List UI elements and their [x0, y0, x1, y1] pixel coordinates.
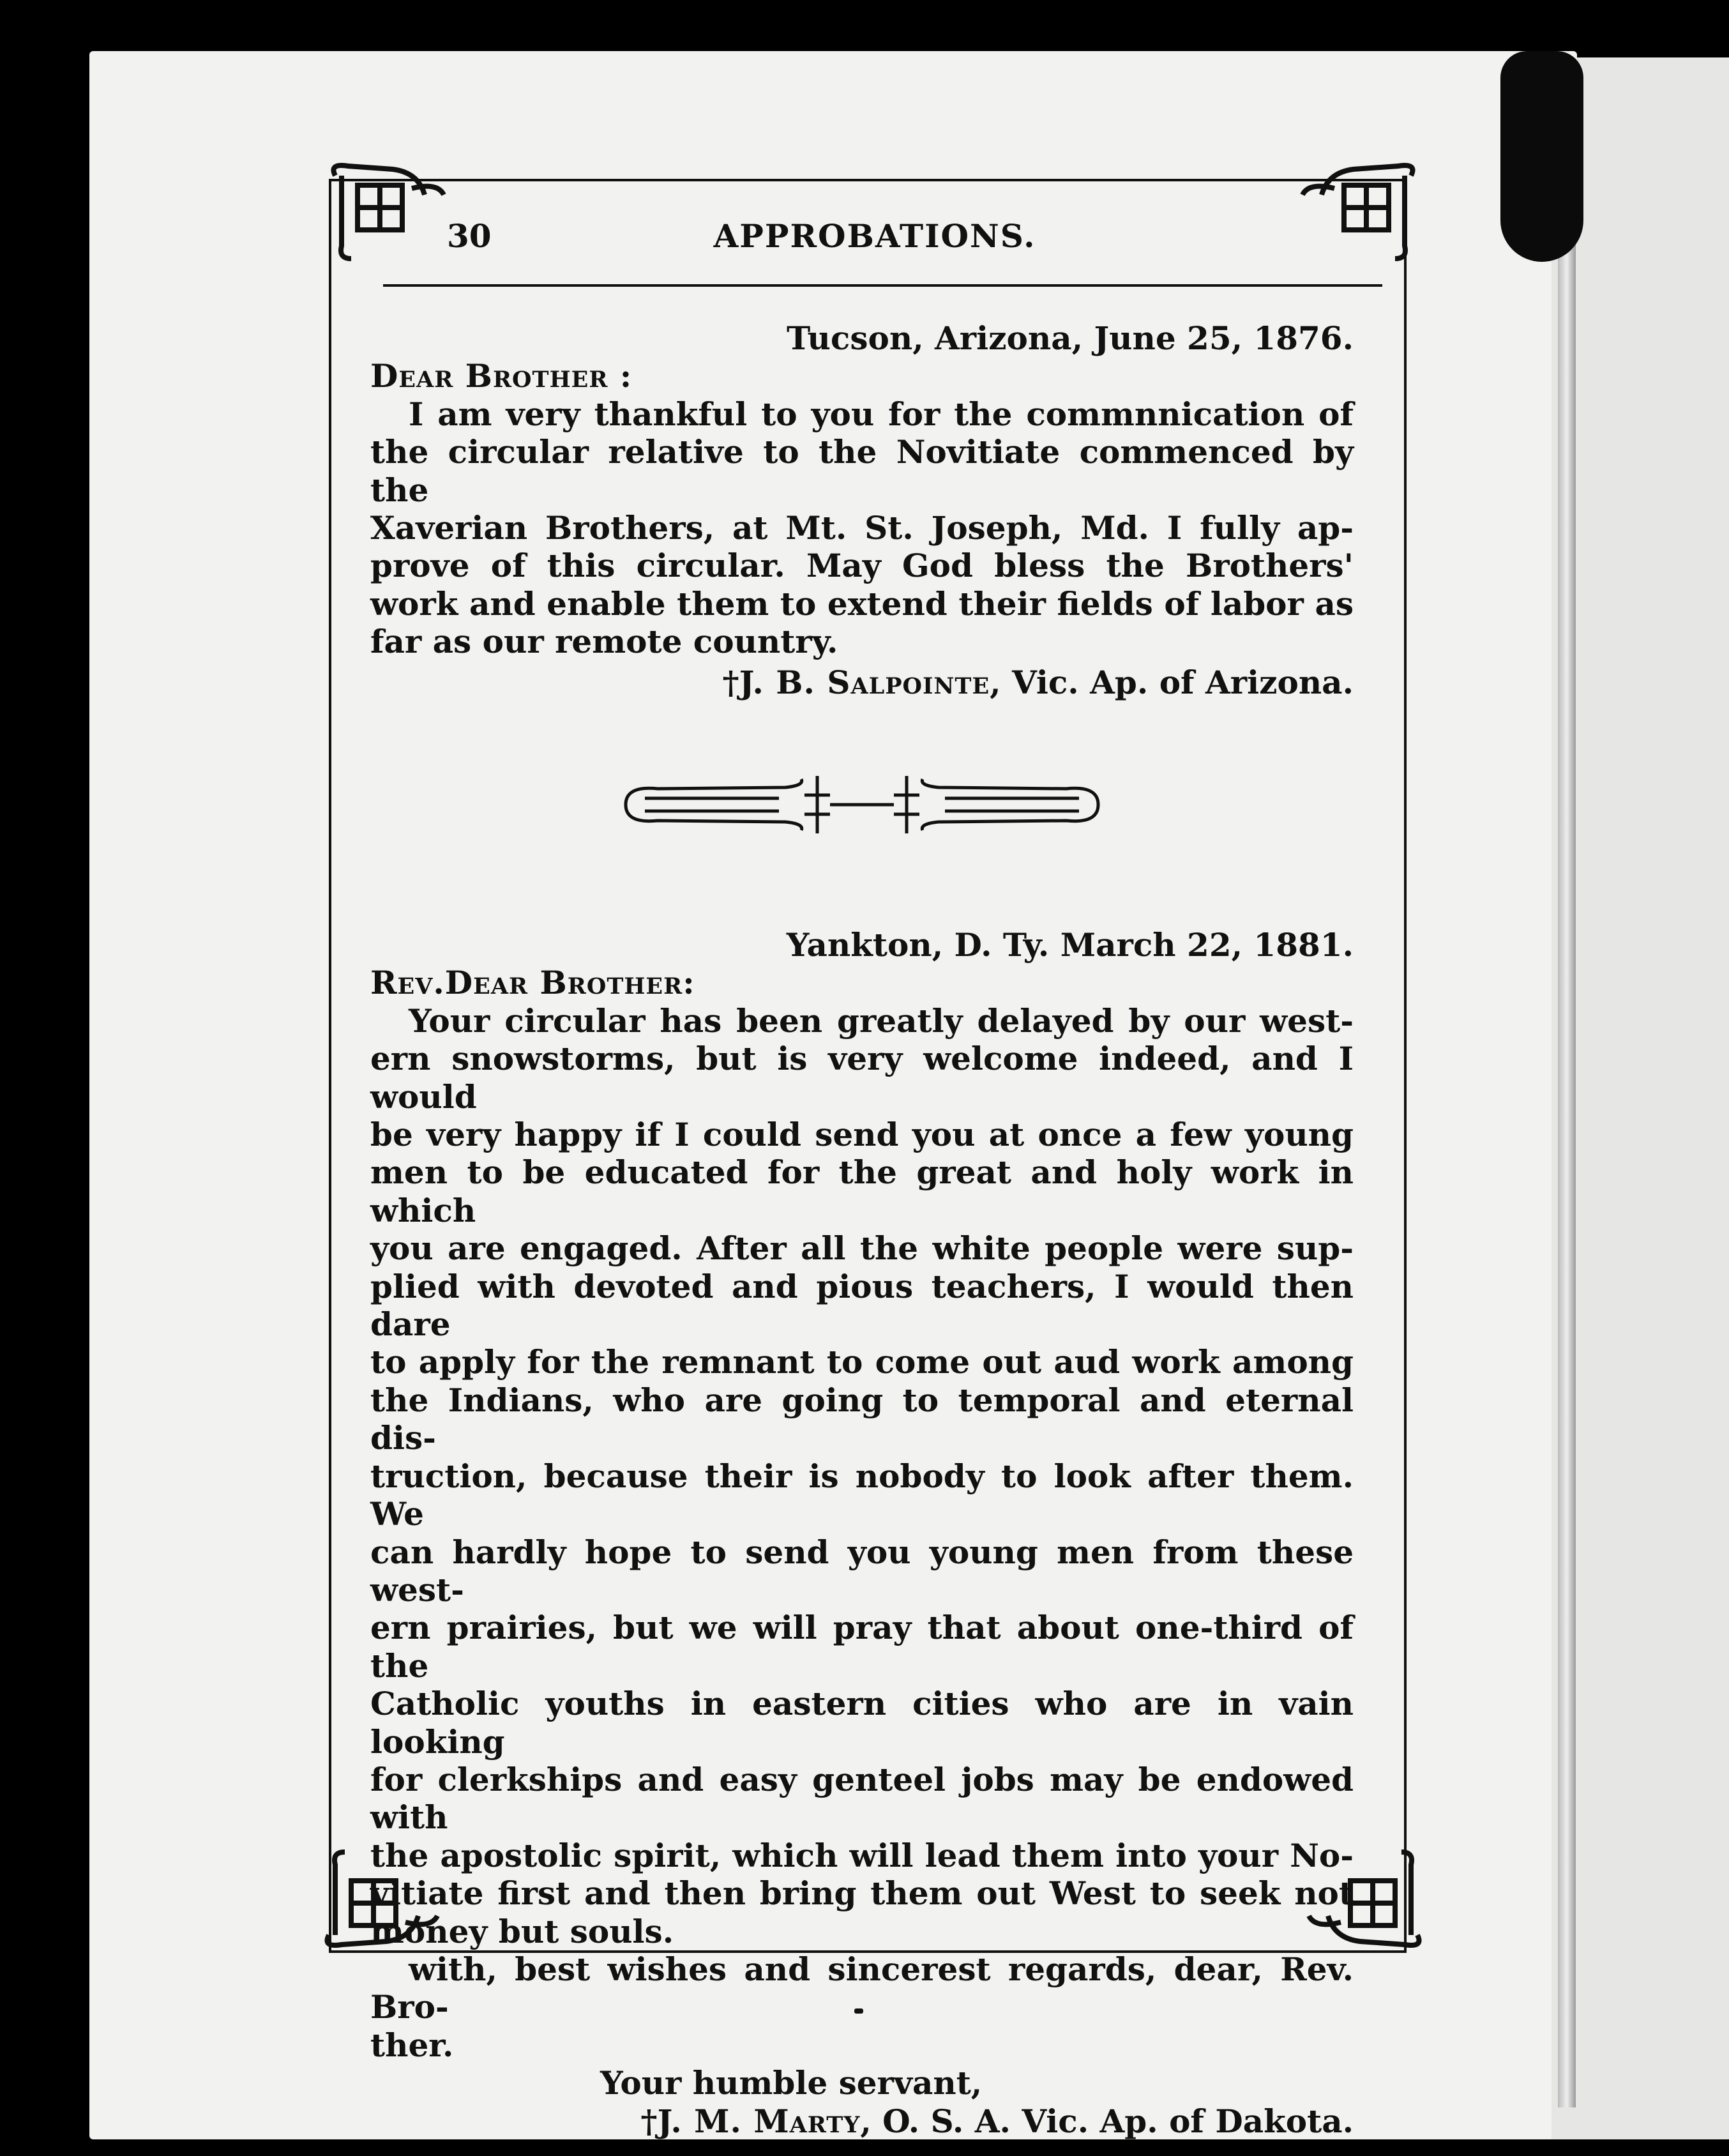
letter2-signer-name: J. M. Marty [657, 2102, 861, 2140]
letter2-complimentary-close: Your humble servant, [600, 2064, 983, 2102]
letter2-line: men to be educated for the great and holy work in which [370, 1153, 1354, 1229]
letter2-line: money but souls. [370, 1912, 674, 1950]
ribbon-tassel [1500, 51, 1583, 262]
letter2-closing-line: ther. [370, 2026, 454, 2064]
letter1-signer-name: J. B. Salpointe [739, 663, 990, 701]
letter1-line: the circular relative to the Novitiate commenced by the [370, 433, 1354, 509]
signature-cross: † [640, 2102, 658, 2140]
running-head [377, 211, 1373, 268]
letter1-salutation: Dear Brother : [370, 357, 633, 395]
binding-string [1558, 192, 1576, 2107]
facing-page-edge [1552, 57, 1729, 2139]
letter2-line: plied with devoted and pious teachers, I would then dare [370, 1267, 1354, 1344]
header-rule [383, 284, 1382, 287]
section-divider-ornament [619, 770, 1105, 840]
letter1-place-date: Tucson, Arizona, June 25, 1876. [786, 319, 1354, 357]
letter1-signer-title: , Vic. Ap. of Arizona. [990, 663, 1354, 701]
letter2-line: Catholic youths in eastern cities who are in vain looking [370, 1685, 1354, 1761]
ink-mark [854, 2008, 863, 2014]
letter2-line: can hardly hope to send you young men from these west- [370, 1533, 1354, 1609]
letter2-line: ern prairies, but we will pray that about one-third of the [370, 1609, 1354, 1685]
letter2-line: the apostolic spirit, which will lead them into your No- [370, 1836, 1354, 1874]
letter2-line: truction, because their is nobody to look after them. We [370, 1457, 1354, 1533]
letter2-line: vitiate first and then bring them out West to seek not [370, 1874, 1354, 1913]
signature-cross: † [722, 663, 739, 701]
letter2-line: to apply for the remnant to come out aud work among [370, 1343, 1354, 1381]
letter1-body [370, 395, 1354, 661]
letter2-line: be very happy if I could send you at once a few young [370, 1116, 1354, 1154]
letter1-line: far as our remote country. [370, 623, 838, 661]
letter2-line: ern snowstorms, but is very welcome indeed, and I would [370, 1040, 1354, 1116]
letter2-signer-title: , O. S. A. Vic. Ap. of Dakota. [860, 2102, 1354, 2140]
running-title: APPROBATIONS. [713, 217, 1036, 255]
letter1-line: prove of this circular. May God bless the Brothers' [370, 547, 1354, 585]
letter-salpointe [370, 319, 1354, 701]
letter1-line: Xaverian Brothers, at Mt. St. Joseph, Md. I fully ap- [370, 509, 1354, 547]
letter-marty [370, 926, 1354, 2140]
letter1-signature [370, 664, 1354, 701]
letter2-line: for clerkships and easy genteel jobs may be endowed with [370, 1760, 1354, 1837]
letter2-line: you are engaged. After all the white people were sup- [370, 1229, 1354, 1268]
letter2-line: the Indians, who are going to temporal and eternal dis- [370, 1381, 1354, 1457]
letter2-signature [370, 2102, 1354, 2140]
letter2-line: Your circular has been greatly delayed by our west- [409, 1001, 1354, 1040]
letter2-closing-line: with, best wishes and sincerest regards, dear, Rev. Bro- [370, 1950, 1354, 2026]
letter1-line: I am very thankful to you for the commnnication of [409, 395, 1354, 433]
letter2-salutation: Rev.Dear Brother: [370, 964, 695, 1002]
letter1-line: work and enable them to extend their fields of labor as [370, 584, 1354, 623]
letter2-body [370, 1002, 1354, 2064]
page-number: 30 [447, 217, 492, 255]
letter2-place-date: Yankton, D. Ty. March 22, 1881. [786, 926, 1354, 964]
